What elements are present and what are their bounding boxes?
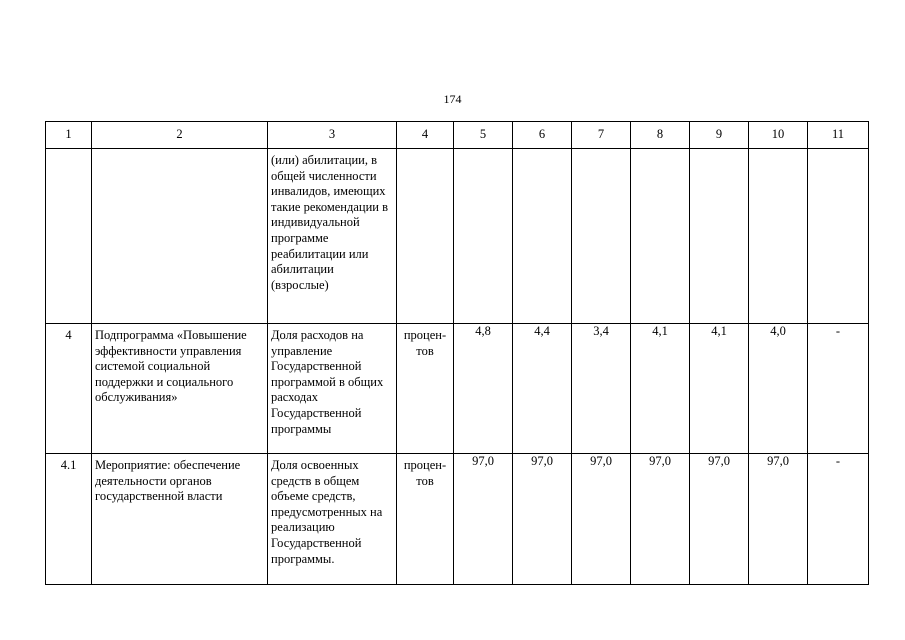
value-cell — [513, 149, 572, 324]
value-cell: 3,4 — [572, 324, 631, 454]
table-row — [46, 324, 869, 454]
value-cell: 4,1 — [631, 324, 690, 454]
value-cell: 4,4 — [513, 324, 572, 454]
value-cell — [690, 149, 749, 324]
unit-cell — [397, 149, 454, 324]
value-cell: 4,8 — [454, 324, 513, 454]
last-cell: - — [808, 454, 869, 585]
column-header: 1 — [46, 122, 92, 149]
row-number-cell: 4.1 — [46, 454, 92, 585]
value-cell: 4,1 — [690, 324, 749, 454]
value-cell: 4,0 — [749, 324, 808, 454]
name-cell — [92, 149, 268, 324]
unit-cell: процен-тов — [397, 454, 454, 585]
indicator-table — [45, 121, 869, 585]
column-header: 9 — [690, 122, 749, 149]
column-header: 8 — [631, 122, 690, 149]
column-header: 7 — [572, 122, 631, 149]
value-cell: 97,0 — [513, 454, 572, 585]
column-header: 6 — [513, 122, 572, 149]
column-header: 11 — [808, 122, 869, 149]
value-cell: 97,0 — [631, 454, 690, 585]
value-cell: 97,0 — [572, 454, 631, 585]
page-number: 174 — [443, 92, 462, 106]
last-cell — [808, 149, 869, 324]
table-row — [46, 149, 869, 324]
indicator-cell: Доля освоенных средств в общем объеме средств, предусмотренных на реализацию Государственной программы. — [268, 454, 397, 585]
table-row — [46, 454, 869, 585]
value-cell: 97,0 — [749, 454, 808, 585]
value-cell — [749, 149, 808, 324]
name-cell: Подпрограмма «Повышение эффективности управления системой социальной поддержки и социального обслуживания» — [92, 324, 268, 454]
row-number-cell — [46, 149, 92, 324]
value-cell: 97,0 — [690, 454, 749, 585]
column-header: 2 — [92, 122, 268, 149]
column-header: 5 — [454, 122, 513, 149]
indicator-cell: (или) абилитации, в общей численности инвалидов, имеющих такие рекомендации в индивидуальной программе реабилитации или абилитации (взрослые) — [268, 149, 397, 324]
header-row — [46, 122, 869, 149]
last-cell: - — [808, 324, 869, 454]
column-header: 10 — [749, 122, 808, 149]
name-cell: Мероприятие: обеспечение деятельности органов государственной власти — [92, 454, 268, 585]
indicator-cell: Доля расходов на управление Государственной программой в общих расходах Государственной программы — [268, 324, 397, 454]
value-cell — [631, 149, 690, 324]
column-header: 3 — [268, 122, 397, 149]
value-cell — [454, 149, 513, 324]
column-header: 4 — [397, 122, 454, 149]
value-cell: 97,0 — [454, 454, 513, 585]
row-number-cell: 4 — [46, 324, 92, 454]
value-cell — [572, 149, 631, 324]
unit-cell: процен-тов — [397, 324, 454, 454]
